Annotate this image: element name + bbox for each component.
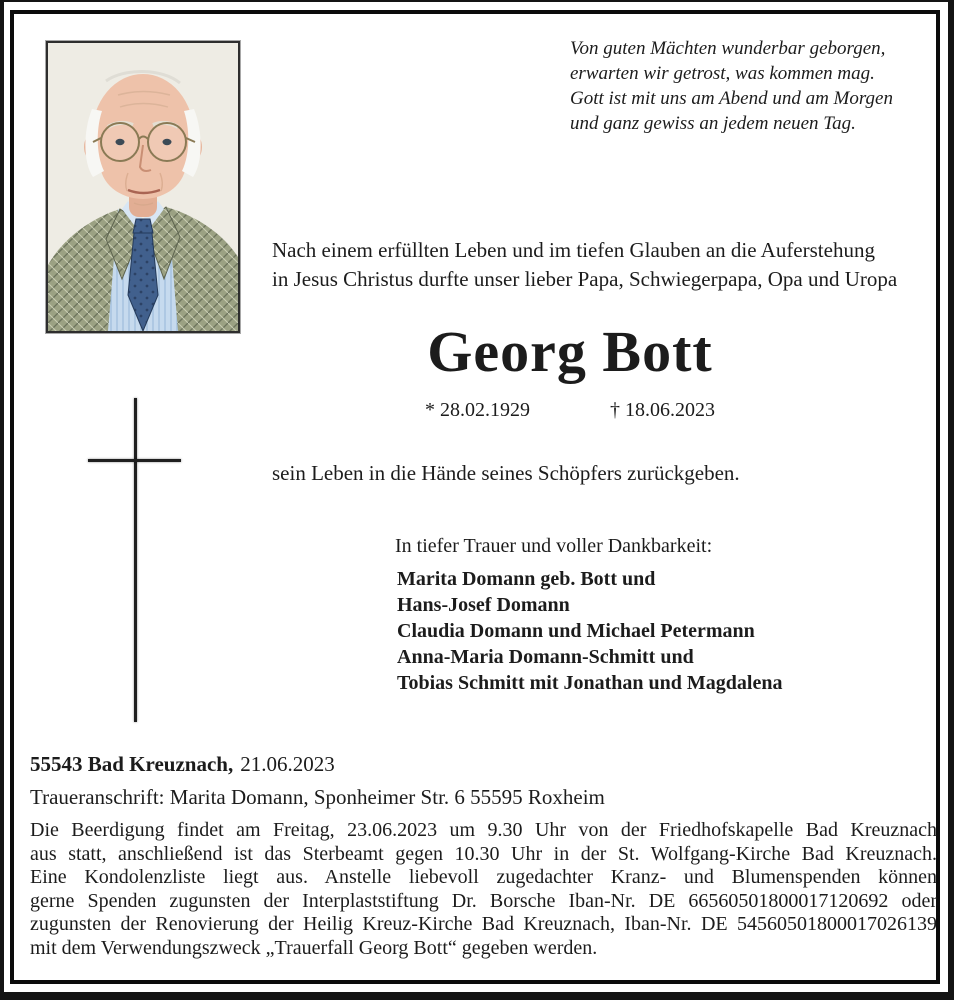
funeral-line: zugunsten der Renovierung der Heilig Kreuz-Kirche Bad Kreuznach, Iban-Nr. DE 54560501800017026139	[30, 913, 937, 935]
family-list	[397, 566, 782, 696]
birth-date: * 28.02.1929	[425, 399, 530, 421]
deceased-name: Georg Bott	[427, 319, 713, 384]
funeral-line: Eine Kondolenzliste liegt aus. Anstelle liebevoll zugedachter Kranz- und Blumenspenden können	[30, 866, 937, 888]
funeral-line: aus statt, anschließend ist das Sterbeamt gegen 10.30 Uhr in der St. Wolfgang-Kirche Bad Kreuznach.	[30, 842, 937, 865]
cross-icon-bar	[88, 459, 181, 462]
funeral-line: mit dem Verwendungszweck „Trauerfall Georg Bott“ gegeben werden.	[30, 936, 598, 959]
family-member: Hans-Josef Domann	[397, 594, 570, 616]
life-dates	[250, 399, 890, 422]
verse-line: erwarten wir getrost, was kommen mag.	[570, 63, 875, 84]
verse-line: und ganz gewiss an jedem neuen Tag.	[570, 113, 856, 134]
portrait-photo	[46, 41, 240, 333]
family-member: Marita Domann geb. Bott und	[397, 568, 656, 590]
place-and-date	[30, 752, 335, 777]
closing-line: sein Leben in die Hände seines Schöpfers zurückgeben.	[272, 461, 740, 485]
intro-line: Nach einem erfüllten Leben und im tiefen Glauben an die Auferstehung	[272, 238, 875, 262]
mourning-heading: In tiefer Trauer und voller Dankbarkeit:	[395, 535, 713, 557]
opening-verse	[570, 36, 893, 136]
verse-line: Von guten Mächten wunderbar geborgen,	[570, 38, 886, 59]
family-member: Anna-Maria Domann-Schmitt und	[397, 646, 694, 668]
portrait-illustration	[48, 43, 238, 331]
notice-date: 21.06.2023	[240, 752, 335, 776]
funeral-line: gerne Spenden zugunsten der Interplaststiftung Dr. Borsche Iban-Nr. DE 66560501800017120692 oder	[30, 889, 937, 912]
cross-icon	[134, 398, 137, 722]
death-date: † 18.06.2023	[610, 399, 715, 421]
mourning-address: Traueranschrift: Marita Domann, Sponheimer Str. 6 55595 Roxheim	[30, 785, 605, 809]
intro-line: in Jesus Christus durfte unser lieber Papa, Schwiegerpapa, Opa und Uropa	[272, 267, 898, 291]
family-member: Claudia Domann und Michael Petermann	[397, 620, 755, 642]
place-label: 55543 Bad Kreuznach,	[30, 752, 234, 776]
funeral-details	[30, 819, 937, 960]
verse-line: Gott ist mit uns am Abend und am Morgen	[570, 88, 893, 109]
funeral-line: Die Beerdigung findet am Freitag, 23.06.2023 um 9.30 Uhr von der Friedhofskapelle Bad Kreuznach	[30, 819, 937, 841]
family-member: Tobias Schmitt mit Jonathan und Magdalena	[397, 672, 783, 694]
introduction-text	[272, 236, 897, 294]
